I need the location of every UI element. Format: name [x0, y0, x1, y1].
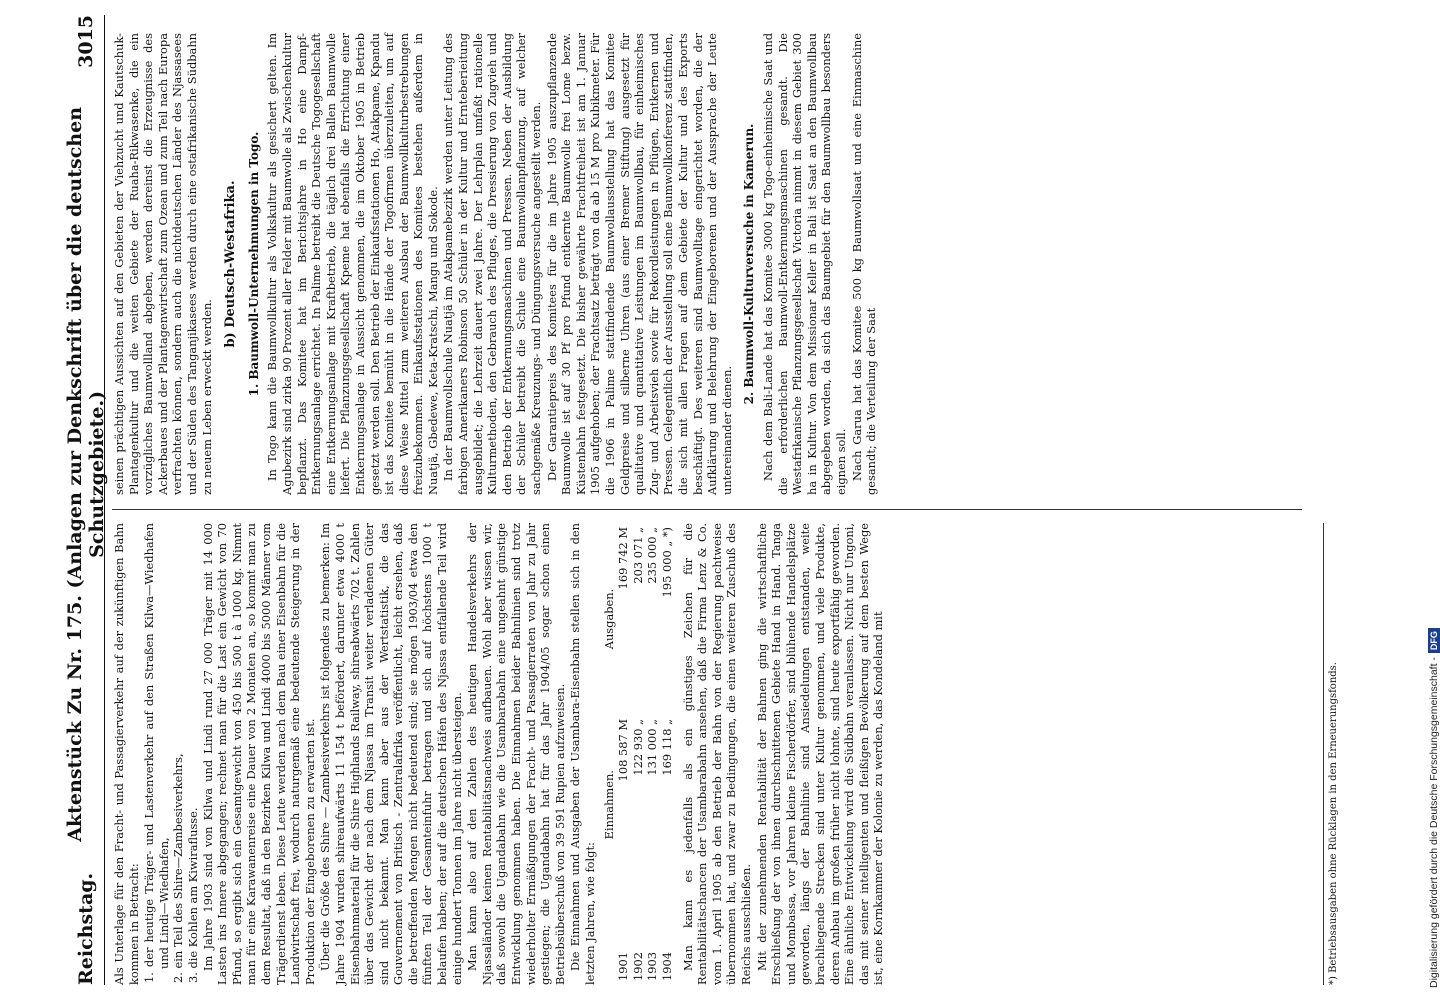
table-header-income: Einnahmen. [601, 770, 616, 840]
subsection-heading: 2. Baumwoll-Kulturversuche in Kamerun. [742, 123, 757, 405]
paragraph: Als Unterlage für den Fracht- und Passagierverkehr auf der zukünftigen Bahn kommen in Betracht: [112, 523, 141, 985]
paragraph: Man kann also auf den Zahlen des heutigen Handelsverkehrs der Njassaländer keinen Rentabilitätsnachweis aufbauen. Wohl aber wissen wir, daß sowohl die Ugandabahn wie die Usambarabahn eine ungeahnt günstige Entwicklung genommen haben. Die Einnahmen beider Bahnlinien sind trotz wiederholter Ermäßigungen der Fracht- und Passagierraten von Jahr zu Jahr gestiegen; die Ugandabahn hat für das Jahr 1904/05 sogar schon einen Betriebsüberschuß von 39 591 Rupien aufzuweisen. [465, 523, 567, 985]
table-cell-income: 108 587 M [616, 719, 631, 782]
table-row [616, 523, 631, 985]
paragraph: Nach Garua hat das Komitee 500 kg Baumwollsaat und eine Einmaschine gesandt; die Verteilung der Saat [849, 33, 879, 495]
table-row [660, 523, 675, 985]
table-row [645, 523, 660, 985]
paragraph: Man kann es jedenfalls als ein günstiges Zeichen für die Rentabilitätschancen der Usambarabahn ansehen, daß die Firma Lenz & Co. vom 1. April 1905 ab den Betrieb der Bahn von der Regierung pachtweise übernommen hat, und zwar zu Bedingungen, die einen weiteren Zuschuß des Reichs ausschließen. [680, 523, 753, 985]
column-divider [112, 509, 1302, 510]
header-title: Aktenstück Zu Nr. 175. (Anlagen zur Denkschrift über die deutschen Schutzgebiete.) [64, 106, 108, 842]
paragraph: Nach dem Bali-Lande hat das Komitee 3000 kg Togo-einheimische Saat und die erforderlichen Baumwoll-Entkernungsmaschinen gesandt. Die Westafrikanische Pflanzungsgesellschaft Victoria nimmt in diesem Gebiet 300 ha in Kultur. Von dem Missionar Keller in Bali ist Saat an den Baumwollbau abgegeben worden, da sich das Baumgebiet für den Baumwollbau besonders eignen soll. [760, 33, 848, 495]
table-cell-year: 1903 [645, 952, 660, 981]
page-number: 3015 [75, 15, 97, 68]
right-column [112, 33, 1342, 495]
table-cell-year: 1901 [616, 952, 631, 981]
finance-table [602, 523, 675, 985]
paragraph: Der Garantiepreis des Komitees für die im Jahre 1905 auszupflanzende Baumwolle ist auf 30 Pf pro Pfund entkernte Baumwolle frei Lome bezw. Küstenbahn festgesetzt. Die bisher gewährte Frachtfreiheit ist am 1. Januar 1905 aufgehoben; der Frachtsatz beträgt von da ab 15 M pro Kubikmeter. Für die 1906 in Palime stattfindende Baumwollausstellung hat das Komitee Geldpreise und silberne Uhren (aus einer Bremer Stiftung) ausgesetzt für qualitative und quantitative Leistungen im Baumwollbau, für einheimisches Zug- und Arbeitsvieh sowie für Rekordleistungen in Pflügen, Entkernen und Pressen. Gelegentlich der Ausstellung soll eine Baumwollkonferenz stattfinden, die sich mit allen Fragen auf dem Gebiete der Kultur und des Exports beschäftigt. Des weiteren sind Baumwolltage eingerichtet worden, die der Aufklärung und Belehrung der Eingeborenen und der Aussprache der Leute untereinander dienen. [544, 33, 734, 495]
table-header-expense: Ausgaben. [601, 588, 616, 650]
table-cell-expense: 235 000 „ [645, 527, 660, 584]
table-cell-income: 122 930 „ [630, 719, 645, 776]
list-item: 1. der heutige Träger- und Lastenverkehr auf den Straßen Kilwa—Wiedhafen und Lindi—Wiedhafen, [142, 523, 171, 983]
header-left: Reichstag. [75, 872, 97, 985]
table-cell-income: 131 000 „ [645, 719, 660, 776]
list-item: 2. ein Teil des Shire—Zambesiverkehrs, [171, 753, 186, 983]
page-header [64, 15, 108, 985]
funding-text: Digitalisierung gefördert durch die Deutsche Forschungsgemeinschaft - [1428, 657, 1440, 988]
paragraph: Die Einnahmen und Ausgaben der Usambara-Eisenbahn stellen sich in den letzten Jahren, wie folgt: [568, 523, 597, 985]
table-cell-income: 169 118 „ [659, 719, 674, 776]
left-column [112, 523, 1342, 985]
table-cell-year: 1904 [659, 952, 674, 981]
paragraph: Über die Größe des Shire — Zambesiverkehrs ist folgendes zu bemerken: Im Jahre 1904 wurden shireaufwärts 11 154 t befördert, darunter etwa 4000 t Eisenbahnmaterial für die Shire Highlands Railway, shireabwärts 702 t. Zahlen über das Gewicht der nach dem Njassa im Transit weiter verladenen Güter sind nicht bekannt. Man kann aber aus der Wertstatistik, die das Gouvernement von Britisch - Zentralafrika veröffentlicht, leicht ersehen, daß die betreffenden Mengen nicht bedeutend sind; sie mögen 1903/04 etwa den fünften Teil der Gesamteinfuhr betragen und sich auf höchstens 1000 t belaufen haben; der auf die deutschen Häfen des Njassa entfallende Teil wird einige hundert Tonnen im Jahre nicht übersteigen. [318, 523, 464, 985]
table-cell-expense: 169 742 M [616, 527, 631, 590]
table-cell-expense: 195 000 „ *) [659, 527, 674, 598]
paragraph: In Togo kann die Baumwollkultur als Volkskultur als gesichert gelten. Im Agubezirk sind zirka 90 Prozent aller Felder mit Baumwolle als Zwischenkultur bepflanzt. Das Komitee hat im Berichtsjahre in Ho eine Dampf-Entkernungsanlage errichtet. In Palime betreibt die Deutsche Togogesellschaft eine Entkernungsanlage mit Kraftbetrieb, die täglich drei Ballen Baumwolle liefert. Die Pflanzungsgesellschaft Kpeme hat ebenfalls die Errichtung einer Entkernungsanlage in Aussicht genommen, die im Oktober 1905 in Betrieb gesetzt werden soll. Den Betrieb der Einkaufsstationen Ho, Atakpame, Kpandu ist das Komitee bemüht in die Hände der Togofirmen überzuleiten, um auf diese Weise Mittel zum weiteren Ausbau der Baumwollkulturbestrebungen freizubekommen. Einkaufsstationen des Komitees bestehen außerdem in Nuatjä, Gbedewe, Keta-Kratschi, Mangu und Sokode. [265, 33, 440, 495]
rotated-document-page [64, 15, 1358, 985]
paragraph: seinen prächtigen Aussichten auf den Gebieten der Viehzucht und Kautschuk-Plantagenkultur und die weiten Gebiete der Ruaha-Rikwasenke, die ein vorzügliches Baumwollland abgeben, werden dereinst die Erzeugnisse des Ackerbaues und der Plantagenwirtschaft zum Ozean und zum Teil nach Europa verfrachten können, sondern auch die nichtdeutschen Länder des Njassasees und der Süden des Tanganjikasees werden durch eine ostafrikanische Südbahn zu neuem Leben erweckt werden. [112, 33, 214, 495]
list-item: 3. die Kohlen am Kiwiraflusse. [185, 807, 200, 983]
digitization-note [1410, 12, 1440, 988]
table-row [631, 523, 646, 985]
subsection-heading: 1. Baumwoll-Unternehmungen in Togo. [246, 131, 261, 397]
table-cell-year: 1902 [630, 952, 645, 981]
table-cell-expense: 203 071 „ [630, 527, 645, 584]
section-heading: b) Deutsch-Westafrika. [223, 180, 239, 348]
paragraph: In der Baumwollschule Nuatjä im Atakpamebezirk werden unter Leitung des farbigen Amerikaners Robinson 50 Schüler in der Kultur und Ernteberieitung ausgebildet; die Lehrzeit dauert zwei Jahre. Der Lehrplan umfaßt rationelle Kulturmethoden, den Gebrauch des Pfluges, die Dressierung von Zugvieh und den Betrieb der Entkernungsmaschinen und Pressen. Neben der Ausbildung der Schüler betreibt die Schule eine Baumwollanpflanzung, auf welcher sachgemäße Kreuzungs- und Düngungsversuche angestellt werden. [441, 33, 544, 495]
paragraph: Im Jahre 1903 sind von Kilwa und Lindi rund 27 000 Träger mit 14 000 Lasten ins Innere abgegangen; rechnet man für die Last ein Gewicht von 70 Pfund, so ergibt sich ein Gesamtgewicht von 450 bis 500 t à 1000 kg. Nimmt man für eine Karawanenreise eine Dauer von 2 Monaten an, so kommt man zu dem Resultat, daß in den Bezirken Kilwa und Lindi 4000 bis 5000 Männer vom Trägerdienst leben. Diese Leute werden nach dem Bau einer Eisenbahn für die Landwirtschaft frei, wodurch naturgemäß eine bedeutende Steigerung in der Produktion der Eingeborenen zu erwarten ist. [200, 523, 317, 985]
paragraph: Mit der zunehmenden Rentabilität der Bahnen ging die wirtschaftliche Erschließung der von ihnen durchschnittenen Gebiete Hand in Hand. Tanga und Mombassa, vor Jahren kleine Fischerdörfer, sind blühende Handelsplätze geworden, längs der Bahnlinie sind Ansiedelungen entstanden, weite brachliegende Strecken sind unter Kultur genommen, und viele Produkte, deren Anbau im großen früher nicht lohnte, sind heute exportfähig geworden. Eine ähnliche Entwickelung wird die Südbahn veranlassen. Nicht nur Ungoni, das mit seiner intelligenten und fleißigen Bevölkerung auf dem besten Wege ist, eine Kornkammer der Kolonie zu werden, das Kondeland mit [754, 523, 886, 985]
footnote: *) Betriebsausgaben ohne Rücklagen in den Erneuerungsfonds. [1323, 523, 1342, 985]
dfg-logo: DFG [1428, 628, 1440, 653]
